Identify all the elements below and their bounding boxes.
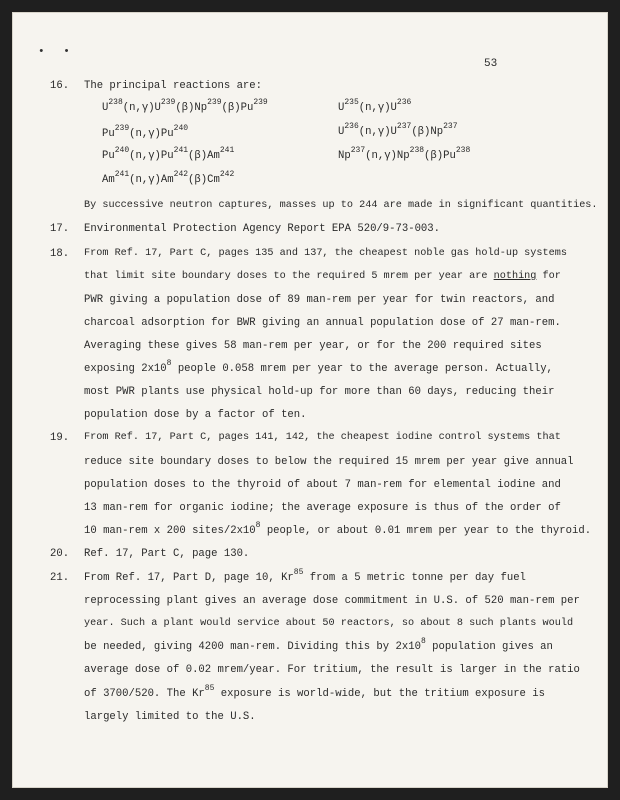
item-number: 20.: [50, 548, 70, 560]
reaction-right-2: $U^{236}(n,\gamma)U^{237}(\beta)Np^{237}$: [338, 122, 458, 138]
item-number: 19.: [50, 432, 70, 444]
item-text: exposing $2x10^8$ people 0.058 mrem per year to the average person. Actually,: [84, 359, 553, 375]
item-text: most PWR plants use physical hold-up for more than 60 days, reducing their: [84, 386, 555, 398]
item-text: 13 man-rem for organic iodine; the average exposure is thus of the order of: [84, 502, 561, 514]
reaction-left-3: Pu$^{240}$(n,γ)Pu$^{241}$(β)Am$^{241}$: [102, 146, 235, 162]
item-text: Ref. 17, Part C, page 130.: [84, 548, 250, 560]
document-page: [12, 12, 608, 788]
item-number: 21.: [50, 572, 70, 584]
item-text: 10 man-rem x 200 sites/$2x10^8$ people, or about 0.01 mrem per year to the thyroid.: [84, 521, 592, 537]
item-text: reprocessing plant gives an average dose commitment in U.S. of 520 man-rem per: [84, 595, 580, 607]
item-text: population doses to the thyroid of about 7 man-rem for elemental iodine and: [84, 479, 561, 491]
item-text: reduce site boundary doses to below the required 15 mrem per year give annual: [84, 456, 574, 468]
item-text: of 3700/520. The Kr$^{85}$ exposure is world-wide, but the tritium exposure is: [84, 684, 545, 700]
reaction-left-1: $U^{238}(n,\gamma)U^{239}(\beta)Np^{239}(\beta)Pu^{239}$: [102, 98, 268, 114]
item-text: Averaging these gives 58 man-rem per year, or for the 200 required sites: [84, 340, 542, 352]
reaction-right-1: $U^{235}(n,\gamma)U^{236}$: [338, 98, 412, 114]
item-text: From Ref. 17, Part C, pages 141, 142, the cheapest iodine control systems that: [84, 432, 561, 443]
reaction-left-4: Am$^{241}$(n,γ)Am$^{242}$(β)Cm$^{242}$: [102, 170, 235, 186]
reaction-left-2: Pu$^{239}$(n,γ)Pu$^{240}$: [102, 124, 189, 140]
summary-line: By successive neutron captures, masses up to 244 are made in significant quantities.: [84, 200, 598, 211]
item-text: PWR giving a population dose of 89 man-rem per year for twin reactors, and: [84, 294, 555, 306]
item-number: 17.: [50, 223, 70, 235]
corner-marks: • •: [38, 46, 76, 58]
reaction-right-3: Np$^{237}$(n,γ)Np$^{238}$(β)Pu$^{238}$: [338, 146, 471, 162]
item-number: 16.: [50, 80, 70, 92]
item-number: 18.: [50, 248, 70, 260]
item-text: From Ref. 17, Part C, pages 135 and 137, the cheapest noble gas hold-up systems: [84, 248, 567, 259]
item-text: charcoal adsorption for BWR giving an annual population dose of 27 man-rem.: [84, 317, 561, 329]
item-text: that limit site boundary doses to the required 5 mrem per year are nothing for: [84, 271, 561, 282]
item-text: largely limited to the U.S.: [84, 711, 256, 723]
item-text: From Ref. 17, Part D, page 10, Kr$^{85}$ from a 5 metric tonne per day fuel: [84, 568, 526, 584]
page-number: 53: [484, 58, 498, 70]
item-text: average dose of 0.02 mrem/year. For tritium, the result is larger in the ratio: [84, 664, 580, 676]
item-text: Environmental Protection Agency Report EPA 520/9-73-003.: [84, 223, 441, 235]
item-text: be needed, giving 4200 man-rem. Dividing this by $2x10^8$ population gives an: [84, 637, 553, 653]
item-text: year. Such a plant would service about 50 reactors, so about 8 such plants would: [84, 618, 574, 629]
item-text: The principal reactions are:: [84, 80, 263, 92]
item-text: population dose by a factor of ten.: [84, 409, 307, 421]
